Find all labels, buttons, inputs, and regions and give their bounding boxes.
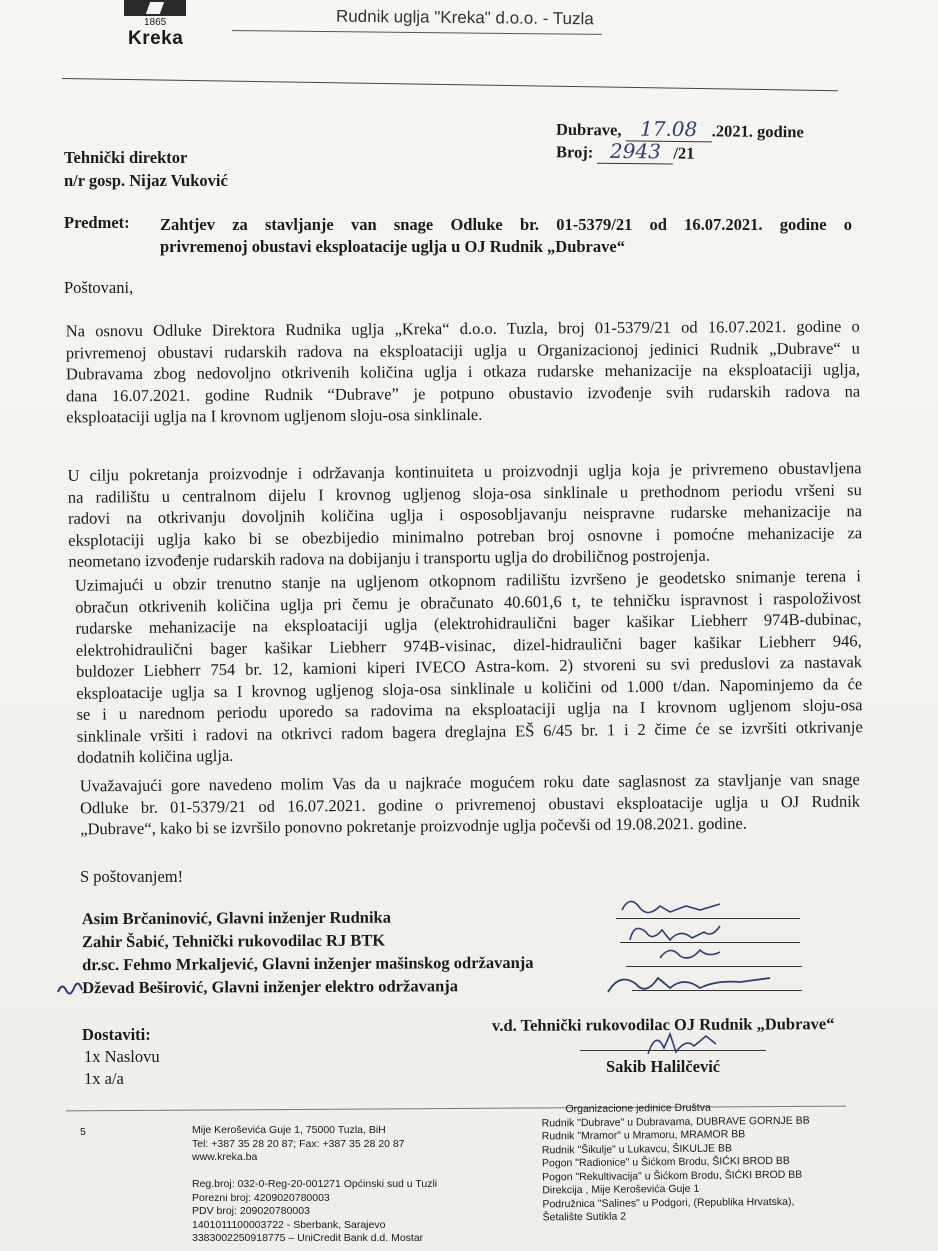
closing: S poštovanjem!: [80, 867, 184, 886]
paragraph-line: na radilištu u centralnom dijelu I krovnog ugljenog sloja-osa sinklinale u prethodnom periodu vršeni su: [67, 479, 862, 507]
recipient-title: Tehnički direktor: [64, 148, 188, 167]
signatory: Zahir Šabić, Tehnički rukovodilac RJ BTK: [81, 930, 386, 952]
signatories-list: [82, 905, 534, 999]
footer-line: Direkcija , Mije Keroševića Guje 1: [542, 1182, 700, 1197]
footer-line: Porezni broj: 4209020780003: [192, 1191, 330, 1204]
company-name: Rudnik uglja "Kreka" d.o.o. - Tuzla: [335, 6, 594, 29]
paragraph-line: dodatnih količina uglja.: [76, 745, 234, 767]
footer-units: [541, 1101, 810, 1225]
dostaviti-item: 1x Naslovu: [84, 1047, 160, 1066]
paragraph-4: [80, 769, 861, 840]
place-prefix: Dubrave,: [555, 119, 622, 140]
dostaviti-item: 1x a/a: [84, 1069, 124, 1088]
paragraph-line: eksplotaciji uglja kako bi se obezbijedio minimalno potreban broj osnovne i pomoćne mehanizacije za: [68, 522, 863, 550]
subject-line-1: Zahtjev za stavljanje van snage Odluke br. 01-5379/21 od 16.07.2021. godine o: [160, 215, 852, 234]
paragraph-line: Odluke br. 01-5379/21 od 16.07.2021. godine o privremenoj obustavi eksploatacije uglja u OJ Rudnik: [79, 791, 861, 817]
date-line: [556, 118, 804, 143]
dostaviti-label: Dostaviti:: [82, 1025, 151, 1044]
paragraph-line: eksploataciji uglja na I krovnom ugljenom sloju-osa sinklinale.: [66, 404, 483, 427]
subject-label: Predmet:: [64, 213, 130, 232]
director-title: v.d. Tehnički rukovodilac OJ Rudnik „Dubrave“: [491, 1014, 835, 1035]
footer-page-number: 5: [80, 1126, 86, 1138]
paragraph-line: Uvažavajući gore navedeno molim Vas da u najkraće mogućem roku date saglasnost za stavljanje van snage: [79, 769, 860, 796]
broj-label: Broj:: [555, 142, 594, 162]
paragraph-line: radovi na otkrivanju dovoljnih količina uglja i osposobljavanju neispravne rudarske mehanizacije na: [67, 501, 863, 528]
broj-handwritten: 2943: [597, 141, 673, 164]
kreka-logo: [122, 0, 190, 50]
paragraph-line: sinklinale vršiti i radovi na otkrivci radom bagera dreglajna EŠ 6/45 br. 1 i 2 čime će se izvršiti otkrivanje: [76, 716, 863, 746]
paragraph-line: Na osnovu Odluke Direktora Rudnika uglja „Kreka“ d.o.o. Tuzla, broj 01-5379/21 od 16.07.2021. godine o: [65, 316, 860, 341]
date-handwritten: 17.08: [626, 118, 712, 141]
paragraph-line: „Dubrave“, kako bi se izvršilo ponovno pokretanje proizvodnje uglja počevši od 19.08.2021. godine.: [80, 813, 747, 839]
footer-line: Rudnik "Mramor" u Mramoru, MRAMOR BB: [541, 1128, 746, 1143]
paragraph-line: elektrohidraulični bager kašikar Liebherr 974B-visinac, dizel-hidraulični bager kašikar Liebherr 946,: [75, 630, 862, 660]
salutation: Poštovani,: [64, 278, 134, 297]
paragraph-line: se i u narednom periodu uporedo sa radovima na eksploataciji uglja na I krovnom ugljenom sloju-osa: [76, 695, 863, 724]
signatures-icon: [600, 892, 820, 1008]
broj-suffix: /21: [673, 143, 695, 163]
paragraph-line: Uzimajući u obzir trenutno stanje na ugljenom otkopnom radilištu izvršeno je geodetsko snimanje terena i: [74, 566, 862, 595]
footer-registry: [192, 1178, 437, 1246]
signatory: dr.sc. Fehmo Mrkaljević, Glavni inženjer mašinskog održavanja: [82, 952, 534, 975]
date-suffix: .2021. godine: [711, 121, 804, 142]
paragraph-line: Dubravama zbog nedovoljno otkrivenih količina uglja i otkaza rudarske mehanizacije na eksploataciji uglja,: [65, 359, 861, 384]
paragraph-3: [75, 565, 863, 768]
footer-line: 1401011100003722 - Sberbank, Sarajevo: [192, 1218, 386, 1231]
footer-line: Tel: +387 35 28 20 87; Fax: +387 35 28 20 87: [192, 1137, 405, 1150]
logo-year: 1865: [144, 17, 167, 28]
paragraph-line: privremenoj obustavi rudarskih radova na eksploataciji uglja u Organizacionoj jedinici Rudnik „Dubrave“ u: [65, 338, 860, 362]
number-line: [556, 140, 695, 164]
paragraph-line: neometano izvođenje rudarskih radova na dobijanju i transportu uglja do drobiličnog postrojenja.: [68, 545, 711, 571]
logo-mark-icon: [124, 0, 186, 16]
paragraph-line: eksploatacije uglja sa I krovnog ugljenog sloja-osa sinklinale u količini od 1.000 t/dan. Napominjemo da će: [76, 673, 863, 703]
handwritten-mark-icon: [56, 980, 84, 996]
subject-line-2: privremenoj obustavi eksploatacije uglja u OJ Rudnik „Dubrave“: [160, 237, 625, 256]
paragraph-line: rudarske mehanizacije na eksploataciji uglja (elektrohidraulični bager kašikar Liebherr 974B-dubinac,: [75, 609, 862, 638]
footer-line: Pogon "Rekultivacija" u Šićkom Brodu, ŠIĆKI BROD BB: [542, 1168, 803, 1183]
footer-line: Šetalište Sutikla 2: [542, 1210, 627, 1224]
paragraph-line: obračun otkrivenih količina uglja pri čemu je obračunato 40.601,6 t, te tehničku ispravnost i raspoloživost: [75, 587, 862, 617]
footer-line: Organizacione jedinice Društva: [565, 1101, 711, 1116]
footer-line: PDV broj: 209020780003: [192, 1205, 310, 1217]
footer-address: [192, 1124, 405, 1165]
logo-name: Kreka: [128, 28, 184, 49]
director-name: Sakib Halilčević: [606, 1057, 721, 1076]
paragraph-line: dana 16.07.2021. godine Rudnik “Dubrave” je potpuno obustavio izvođenje svih rudarskih radova na: [66, 381, 861, 405]
recipient-name: n/r gosp. Nijaz Vuković: [64, 171, 228, 190]
signatory: Asim Brčaninović, Glavni inženjer Rudnika: [81, 907, 391, 929]
paragraph-2: [68, 457, 863, 572]
paragraph-line: U cilju pokretanja proizvodnje i održavanja kontinuiteta u proizvodnji uglja koja je privremeno obustavljena: [67, 458, 862, 485]
footer-line: Rudnik "Šikulje" u Lukavcu, ŠIKULJE BB: [541, 1141, 733, 1156]
footer-line: Pogon "Radionice" u Šićkom Brodu, ŠIĆKI BROD BB: [541, 1154, 790, 1170]
signatory: Dževad Beširović, Glavni inženjer elektro održavanja: [82, 976, 459, 998]
paragraph-1: [66, 316, 861, 428]
footer-line: Rudnik "Dubrave" u Dubravama, DUBRAVE GORNJE BB: [541, 1114, 810, 1129]
footer-line: Podružnica "Salines" u Podgori, (Republika Hrvatska),: [542, 1195, 795, 1210]
footer-line: Reg.broj: 032-0-Reg-20-001271 Općinski sud u Tuzli: [192, 1178, 438, 1190]
footer-line: Mije Keroševića Guje 1, 75000 Tuzla, BiH: [192, 1124, 386, 1136]
header-rule: [232, 30, 602, 35]
paragraph-line: buldozer Liebherr 754 br. 12, kamioni kiperi IVECO Astra-kom. 2) stvoreni su svi preduslovi za nastavak: [75, 652, 863, 681]
header-divider: [62, 78, 838, 91]
footer-line: www.kreka.ba: [192, 1151, 258, 1163]
footer-line: 3383002250918775 – UniCredit Bank d.d. Mostar: [192, 1232, 424, 1244]
